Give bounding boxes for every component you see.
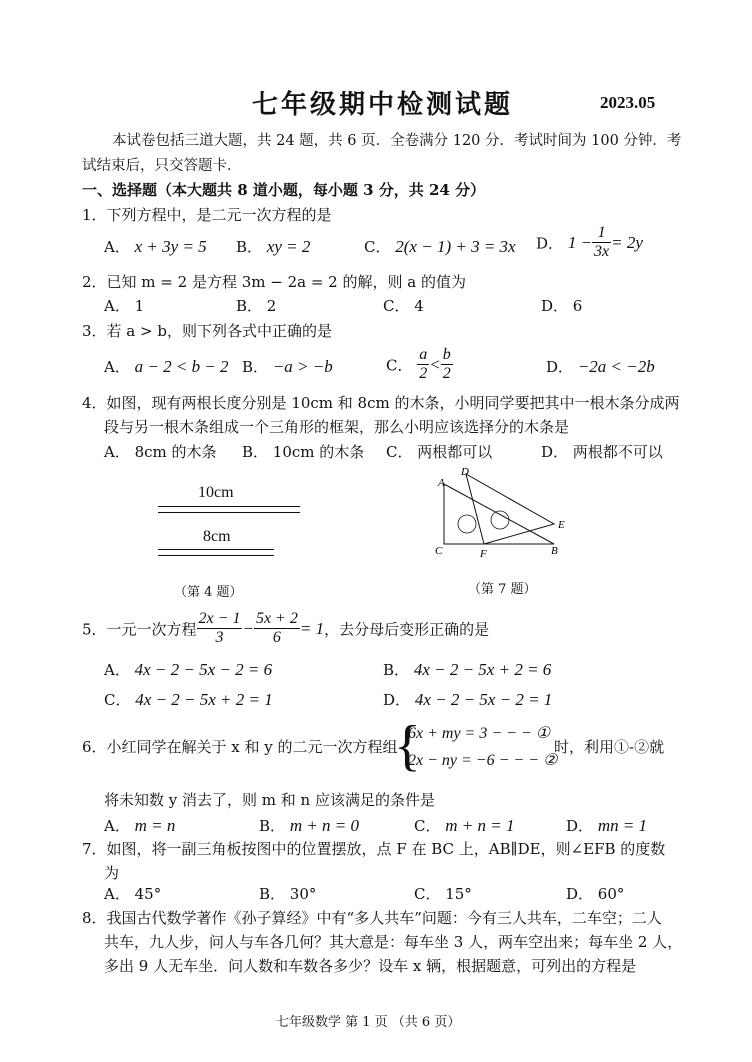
figure-4-stick-10cm <box>158 506 300 513</box>
q4-option-b: B． 10cm 的木条 <box>242 443 365 461</box>
q5-option-b: B． 4x − 2 − 5x + 2 = 6 <box>383 660 552 679</box>
figure-4-label-10cm: 10cm <box>198 484 234 501</box>
q1-option-d: D． 1 − $\frac{1}{3x}$ = 2y <box>536 224 643 261</box>
q3-option-d: D． −2a < −2b <box>546 357 655 376</box>
triangle-def <box>466 474 554 544</box>
exam-date: 2023.05 <box>600 93 656 112</box>
intro-line-2: 试结束后，只交答题卡． <box>82 158 242 174</box>
equation-1: 6x + my = 3 − − − ① <box>408 725 551 742</box>
point-b-label: B <box>551 545 558 557</box>
q1-option-b: B． xy = 2 <box>236 237 311 256</box>
page-footer: 七年级数学 第 1 页 （共 6 页） <box>276 1015 461 1030</box>
point-c-label: C <box>435 545 443 557</box>
figure-4-label-8cm: 8cm <box>203 528 231 545</box>
q7-option-d: D． 60° <box>566 885 625 903</box>
q3-option-b: B． −a > −b <box>242 357 333 376</box>
q2-option-b: B． 2 <box>236 297 277 315</box>
page-title: 七年级期中检测试题 <box>252 90 514 120</box>
q5-option-d: D． 4x − 2 − 5x − 2 = 1 <box>383 690 553 709</box>
q7-option-c: C． 15° <box>414 885 472 903</box>
point-f-label: F <box>480 548 487 560</box>
q6-option-a: A． m = n <box>104 816 176 835</box>
decorative-circle-left <box>458 515 476 533</box>
q6-option-b: B． m + n = 0 <box>259 816 360 835</box>
question-4-line-2: 段与另一根木条组成一个三角形的框架，那么小明应该选择分的木条是 <box>104 418 570 436</box>
decorative-circle-right <box>491 511 509 529</box>
question-7-line-2: 为 <box>104 864 120 882</box>
question-4-line-1: 4．如图，现有两根长度分别是 10cm 和 8cm 的木条，小明同学要把其中一根木条分成两 <box>82 394 680 412</box>
q1-option-c: C． 2(x − 1) + 3 = 3x <box>364 237 516 256</box>
question-7-line-1: 7．如图，将一副三角板按图中的位置摆放，点 F 在 BC 上，AB∥DE，则∠EFB 的度数 <box>82 840 666 858</box>
point-e-label: E <box>558 519 565 531</box>
q6-option-c: C． m + n = 1 <box>414 816 515 835</box>
section-heading: 一、选择题（本大题共 8 道小题，每小题 3 分，共 24 分） <box>82 181 486 199</box>
intro-line-1: 本试卷包括三道大题，共 24 题，共 6 页．全卷满分 120 分．考试时间为 100 分钟．考 <box>112 133 682 149</box>
question-1-stem: 1．下列方程中，是二元一次方程的是 <box>82 206 332 224</box>
q2-option-c: C． 4 <box>383 297 424 315</box>
equation-2: 2x − ny = −6 − − − ② <box>408 752 558 769</box>
q3-option-c: C． $\frac{a}{2}$ < $\frac{b}{2}$ <box>386 346 451 383</box>
q4-option-c: C． 两根都可以 <box>386 443 493 461</box>
question-6-stem-pre: 6．小红同学在解关于 x 和 y 的二元一次方程组 <box>82 738 398 756</box>
q7-option-b: B． 30° <box>259 885 317 903</box>
question-6-stem-post: 时，利用①-②就 <box>554 738 665 756</box>
question-5-stem: 5．一元一次方程 $\frac{2x - 1}{3}$ − $\frac{5x + 2}{6}$ = 1，去分母后变形正确的是 <box>82 610 490 647</box>
question-2-stem: 2．已知 m = 2 是方程 3m − 2a = 2 的解，则 a 的值为 <box>82 273 466 291</box>
point-a-label: A <box>438 477 445 489</box>
q3-option-a: A． a − 2 < b − 2 <box>104 357 229 376</box>
equation-system-brace: { <box>394 715 421 777</box>
figure-7-caption: （第 7 题） <box>468 582 537 597</box>
q2-option-a: A． 1 <box>104 297 145 315</box>
q7-option-a: A． 45° <box>104 885 162 903</box>
q6-option-d: D． mn = 1 <box>566 816 648 835</box>
point-d-label: D <box>461 466 469 478</box>
q1-option-a: A． x + 3y = 5 <box>104 237 207 256</box>
question-3-stem: 3．若 a > b，则下列各式中正确的是 <box>82 322 332 340</box>
q4-option-a: A． 8cm 的木条 <box>104 443 217 461</box>
question-8-line-2: 共车，九人步，问人与车各几何？其大意是：每车坐 3 人，两车空出来；每车坐 2 人， <box>104 933 683 951</box>
question-6-line-2: 将未知数 y 消去了，则 m 和 n 应该满足的条件是 <box>104 791 435 809</box>
figure-7-triangles <box>430 462 580 566</box>
q5-option-c: C． 4x − 2 − 5x + 2 = 1 <box>104 690 273 709</box>
question-8-line-1: 8．我国古代数学著作《孙子算经》中有“多人共车”问题：今有三人共车，二车空；二人 <box>82 909 662 927</box>
question-8-line-3: 多出 9 人无车坐．问人数和车数各多少？设车 x 辆，根据题意，可列出的方程是 <box>104 957 637 975</box>
figure-4-stick-8cm <box>158 549 274 556</box>
q5-option-a: A． 4x − 2 − 5x − 2 = 6 <box>104 660 273 679</box>
q4-option-d: D． 两根都不可以 <box>541 443 663 461</box>
figure-4-caption: （第 4 题） <box>174 585 243 600</box>
q2-option-d: D． 6 <box>541 297 583 315</box>
